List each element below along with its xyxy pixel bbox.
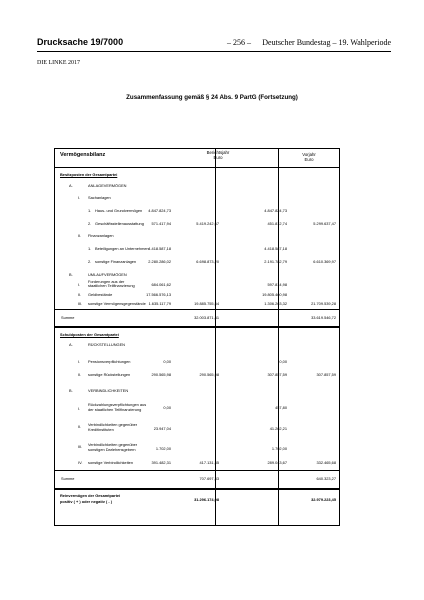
group-label: der staatlichen Teilfinanzierung <box>88 407 142 412</box>
page-number: – 256 – <box>227 38 251 47</box>
group-numeral: II. <box>78 233 82 238</box>
value-prior: 307.857,59 <box>267 372 287 377</box>
subtotal-current: 5.419.242,67 <box>196 221 219 226</box>
value-current: 1.702,00 <box>155 446 171 451</box>
value-prior: 41.262,21 <box>269 426 287 431</box>
value-prior: 2.191.782,79 <box>264 259 287 264</box>
value-prior: 4.847.824,73 <box>264 208 287 213</box>
subtotal-prior: 307.857,59 <box>316 372 336 377</box>
subtotal-prior: 332.465,68 <box>316 460 336 465</box>
section-label: UMLAUFVERMÖGEN <box>88 272 127 277</box>
value-current: 17.566.576,13 <box>146 292 171 297</box>
group-label: Verbindlichkeiten gegenüber <box>88 442 138 447</box>
assets-total-label: Summe <box>61 315 75 320</box>
value-prior: 1.306.263,32 <box>264 301 287 306</box>
group-numeral: II. <box>78 292 82 297</box>
page-header <box>37 37 391 49</box>
group-label: Finanzanlagen <box>88 233 114 238</box>
assets-total-prior: 33.619.546,72 <box>311 315 336 320</box>
value-prior: 597.814,98 <box>267 282 287 287</box>
value-current: 23.947,04 <box>153 426 171 431</box>
net-assets-current: 31.296.174,08 <box>194 497 219 502</box>
value-prior: 457,80 <box>275 405 287 410</box>
group-label: Sachanlagen <box>88 195 111 200</box>
item-number: 1. <box>88 208 92 213</box>
subtotal-current: 6.698.873,20 <box>196 259 219 264</box>
section-letter: A. <box>69 183 73 188</box>
group-label: Rückzahlungsverpflichtungen aus <box>88 402 147 407</box>
column-divider <box>278 149 279 525</box>
value-current: 571.417,94 <box>151 221 171 226</box>
value-prior: 4.418.587,18 <box>264 246 287 251</box>
section-label: ANLAGEVERMÖGEN <box>88 183 127 188</box>
section-letter: B. <box>69 272 73 277</box>
group-numeral: II. <box>78 372 82 377</box>
item-label: sonstige Finanzanlagen <box>95 259 137 264</box>
subtotal-current: 417.131,35 <box>199 460 219 465</box>
group-label: sonstige Vermögensgegenstände <box>88 301 146 306</box>
section-letter: B. <box>69 388 73 393</box>
source-label: Deutscher Bundestag – 19. Wahlperiode <box>262 38 391 47</box>
subtotal-prior: 21.709.539,28 <box>311 301 336 306</box>
section-label: VERBINDLICHKEITEN <box>88 388 129 393</box>
value-prior: 451.812,74 <box>267 221 287 226</box>
value-prior: 289.043,67 <box>267 460 287 465</box>
group-numeral: I. <box>78 406 81 411</box>
party-line: DIE LINKE 2017 <box>37 60 80 66</box>
subtotal-current: 19.885.755,54 <box>194 301 219 306</box>
row-divider <box>55 167 339 168</box>
group-label: sonstigen Darlehensgebern <box>88 447 136 452</box>
subtotal-prior: 6.610.369,97 <box>313 259 336 264</box>
value-current: 1.635.117,79 <box>148 301 171 306</box>
section-divider <box>55 326 339 328</box>
table-heading: Vermögensbilanz <box>60 152 106 158</box>
item-label: Haus- und Grundvermögen <box>95 208 143 213</box>
net-assets-sign-label: positiv ( + ) oder negativ ( - ) <box>60 499 112 504</box>
assets-total-current: 32.003.871,41 <box>194 315 219 320</box>
liabilities-total-current: 707.697,33 <box>199 476 219 481</box>
value-prior: 1.702,00 <box>271 446 287 451</box>
group-numeral: I. <box>78 282 81 287</box>
section-divider <box>55 488 339 490</box>
net-assets-label: Reinvermögen der Gesamtpartei <box>60 493 121 498</box>
liabilities-section-title: Schuldposten der Gesamtpartei <box>60 332 119 337</box>
group-label: Forderungen aus der <box>88 279 125 284</box>
assets-section-title: Besitzposten der Gesamtpartei <box>60 172 118 177</box>
group-label: sonstige Rückstellungen <box>88 372 131 377</box>
balance-table <box>54 148 340 526</box>
document-number: Drucksache 19/7000 <box>37 37 124 47</box>
group-label: Verbindlichkeiten gegenüber <box>88 422 138 427</box>
item-label: Geschäftsstellenausstattung <box>95 221 144 226</box>
prior-year-header: Vorjahr Euro <box>302 152 316 162</box>
column-divider <box>215 149 216 525</box>
row-divider <box>55 470 339 471</box>
group-label: Pensionsverpflichtungen <box>88 359 131 364</box>
liabilities-total-label: Summe <box>61 476 75 481</box>
value-current: 0,00 <box>163 359 171 364</box>
group-label: Kreditinstituten <box>88 427 114 432</box>
section-letter: A. <box>69 342 73 347</box>
value-current: 4.847.824,73 <box>148 208 171 213</box>
group-numeral: I. <box>78 195 81 200</box>
subtotal-prior: 5.299.637,47 <box>313 221 336 226</box>
header-divider <box>37 51 391 52</box>
item-number: 2. <box>88 259 92 264</box>
row-divider <box>55 309 339 310</box>
group-numeral: II. <box>78 424 82 429</box>
group-label: Geldbestände <box>88 292 113 297</box>
value-current: 684.061,62 <box>151 282 171 287</box>
value-prior: 19.805.460,98 <box>262 292 287 297</box>
net-assets-prior: 32.979.223,45 <box>311 497 336 502</box>
value-current: 290.565,98 <box>151 372 171 377</box>
subtotal-current: 290.565,98 <box>199 372 219 377</box>
item-label: Beteiligungen an Unternehmen <box>95 246 149 251</box>
value-current: 0,00 <box>163 405 171 410</box>
group-label: sonstige Verbindlichkeiten <box>88 460 133 465</box>
value-current: 391.482,31 <box>151 460 171 465</box>
liabilities-total-prior: 640.323,27 <box>316 476 336 481</box>
value-current: 4.418.587,18 <box>148 246 171 251</box>
group-numeral: III. <box>78 301 83 306</box>
value-current: 2.280.286,02 <box>148 259 171 264</box>
group-numeral: IV. <box>78 460 83 465</box>
page-title: Zusammenfassung gemäß § 24 Abs. 9 PartG (Fortsetzung) <box>126 94 298 101</box>
current-year-header: Berichtsjahr Euro <box>206 150 230 160</box>
group-numeral: I. <box>78 359 81 364</box>
section-label: RÜCKSTELLUNGEN <box>88 342 125 347</box>
value-prior: 0,00 <box>279 359 287 364</box>
group-numeral: III. <box>78 444 83 449</box>
item-number: 1. <box>88 246 92 251</box>
group-label: staatlichen Teilfinanzierung <box>88 283 135 288</box>
item-number: 2. <box>88 221 92 226</box>
